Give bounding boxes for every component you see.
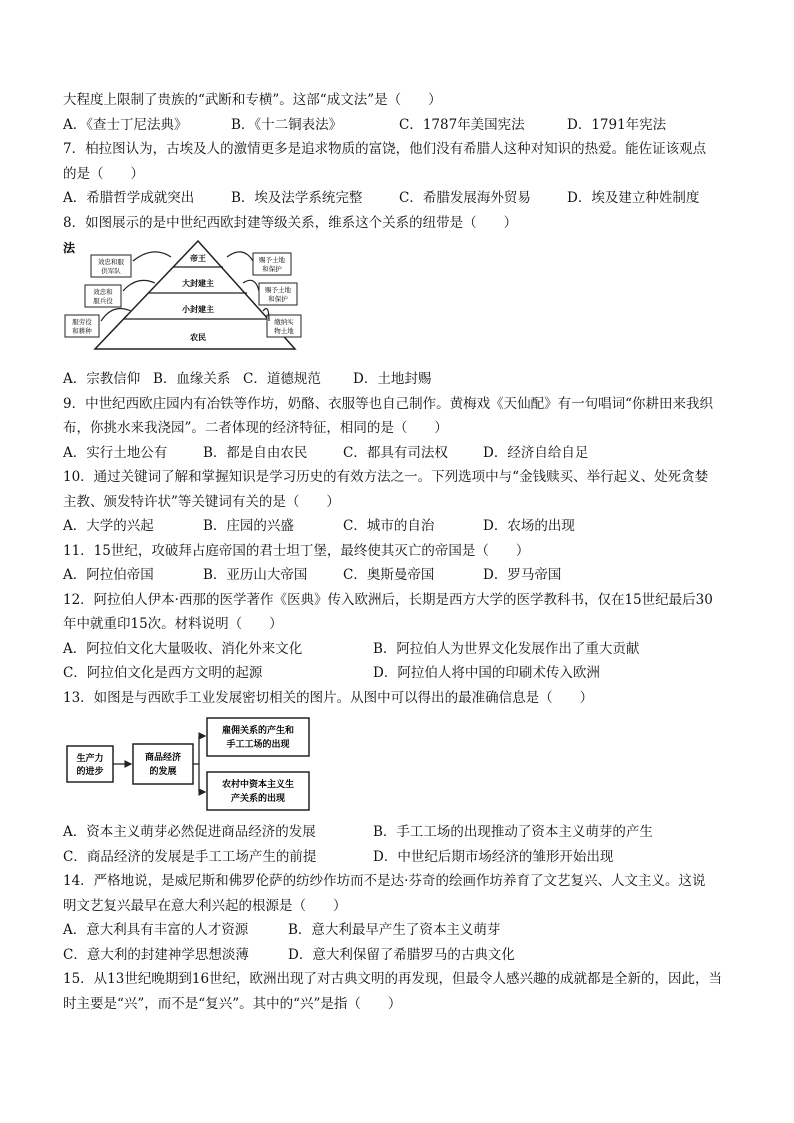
flow-box-commodity (133, 744, 193, 784)
q9-option-a[interactable]: A．实行土地公有 (63, 444, 168, 461)
level-peasant: 农民 (190, 333, 206, 342)
q12-option-a[interactable]: A．阿拉伯文化大量吸收、消化外来文化 (63, 640, 303, 657)
arrow-curve (227, 252, 253, 261)
q7-stem-line2: 的是（ ） (63, 165, 144, 182)
flow-box-capitalism (207, 772, 309, 810)
q11-option-d[interactable]: D．罗马帝国 (483, 567, 562, 583)
q13-option-c[interactable]: C．商品经济的发展是手工工场产生的前提 (63, 848, 317, 865)
left-note-1b: 供军队 (101, 267, 121, 275)
right-note-1b: 和保护 (262, 265, 282, 273)
left-note-1a: 效忠和服 (98, 258, 124, 266)
flow-box-capitalism-line2: 产关系的出现 (230, 794, 286, 804)
arrow-curve (243, 280, 259, 291)
q10-option-c[interactable]: C．城市的自治 (343, 518, 435, 534)
q6-stem: 大程度上限制了贵族的“武断和专横”。这部“成文法”是（ ） (63, 92, 442, 108)
q7-option-c[interactable]: C．希腊发展海外贸易 (399, 190, 531, 206)
level-lesser-lord: 小封建主 (182, 305, 214, 314)
q9-options (63, 441, 735, 466)
left-note-3a: 服劳役 (72, 318, 92, 326)
flow-box-employment-line2: 手工工场的出现 (226, 740, 290, 750)
q14-option-a[interactable]: A．意大利具有丰富的人才资源 (63, 922, 249, 938)
q8-option-a[interactable]: A．宗教信仰 (63, 371, 141, 387)
right-note-1a: 赐予土地 (259, 256, 285, 264)
q9-option-b[interactable]: B．都是自由农民 (203, 444, 308, 461)
q6-option-d[interactable]: D．1791年宪法 (567, 116, 667, 133)
q10-option-a[interactable]: A．大学的兴起 (63, 518, 154, 534)
q10-stem-line1: 10．通过关键词了解和掌握知识是学习历史的有效方法之一。下列选项中与“金钱赎买、举行起义、处死贪婪 (63, 469, 709, 485)
q6-option-c[interactable]: C．1787年美国宪法 (399, 116, 525, 133)
q12-options-row2 (63, 661, 735, 686)
q14-option-c[interactable]: C．意大利的封建神学思想淡薄 (63, 946, 249, 963)
q9-stem-line1: 9．中世纪西欧庄园内有冶铁等作坊，奶酪、衣服等也自己制作。黄梅戏《天仙配》有一句唱词“你耕田来我织 (63, 395, 713, 412)
q13-stem: 13．如图是与西欧手工业发展密切相关的图片。从图中可以得出的最准确信息是（ ） (63, 689, 594, 706)
left-note-2a: 效忠和 (93, 288, 113, 296)
q14-options-row1 (63, 918, 735, 943)
q14-option-d[interactable]: D．意大利保留了希腊罗马的古典文化 (288, 946, 515, 963)
q8-option-b[interactable]: B．血缘关系 (153, 371, 231, 387)
right-note-3b: 物土地 (274, 327, 294, 335)
q9-option-d[interactable]: D．经济自给自足 (483, 444, 589, 461)
q15-stem-line1: 15．从13世纪晚期到16世纪，欧洲出现了对古典文明的再发现，但最令人感兴趣的成就都是全新的，因此，当 (63, 971, 723, 987)
q9-stem-line2: 布，你挑水来我浇园”。二者体现的经济特征，相同的是（ ） (63, 420, 448, 436)
left-note-2b: 服兵役 (93, 297, 113, 305)
q10-option-d[interactable]: D．农场的出现 (483, 518, 575, 534)
q11-option-b[interactable]: B．亚历山大帝国 (203, 567, 308, 583)
flow-box-employment (207, 718, 309, 756)
q12-option-c[interactable]: C．阿拉伯文化是西方文明的起源 (63, 665, 263, 681)
flow-box-employment-line1: 雇佣关系的产生和 (221, 726, 295, 736)
right-note-3a: 缴纳实 (274, 318, 294, 326)
q12-stem-line1: 12．阿拉伯人伊本·西那的医学著作《医典》传入欧洲后，长期是西方大学的医学教科书，仅在15世纪最后30 (63, 591, 713, 608)
figure-corner-label: 法 (63, 241, 76, 255)
q11-option-a[interactable]: A．阿拉伯帝国 (63, 567, 154, 583)
q8-options (63, 367, 735, 392)
q13-option-d[interactable]: D．中世纪后期市场经济的雏形开始出现 (373, 848, 614, 865)
q13-option-a[interactable]: A．资本主义萌芽必然促进商品经济的发展 (63, 824, 316, 840)
flow-box-commodity-line2: 的发展 (149, 767, 177, 777)
q6-option-a[interactable]: A．《查士丁尼法典》 (63, 116, 188, 133)
exam-page (63, 88, 735, 1016)
q12-stem-line2: 年中就重印15次。材料说明（ ） (63, 616, 283, 632)
q8-pyramid-figure (63, 239, 735, 359)
left-note-3b: 和耕种 (72, 327, 92, 335)
q9-option-c[interactable]: C．都具有司法权 (343, 444, 448, 461)
q7-stem-line1: 7．柏拉图认为，古埃及人的激情更多是追求物质的富饶，他们没有希腊人这种对知识的热爱。能佐证该观点 (63, 141, 707, 157)
q14-stem-line2: 明文艺复兴最早在意大利兴起的根源是（ ） (63, 897, 347, 914)
q7-options (63, 186, 735, 211)
q12-option-d[interactable]: D．阿拉伯人将中国的印刷术传入欧洲 (373, 665, 600, 681)
right-note-2b: 和保护 (268, 295, 288, 303)
level-great-lord: 大封建主 (182, 279, 214, 288)
q14-option-b[interactable]: B．意大利最早产生了资本主义萌芽 (288, 922, 501, 938)
flow-box-productivity-line2: 的进步 (76, 767, 104, 777)
flow-box-commodity-line1: 商品经济 (144, 753, 182, 763)
q7-option-a[interactable]: A．希腊哲学成就突出 (63, 190, 195, 206)
q11-stem: 11．15世纪，攻破拜占庭帝国的君士坦丁堡，最终使其灭亡的帝国是（ ） (63, 542, 530, 559)
q6-options (63, 113, 735, 138)
feudal-hierarchy-diagram (63, 239, 303, 359)
q13-options-row2 (63, 845, 735, 870)
q7-option-b[interactable]: B．埃及法学系统完整 (231, 190, 363, 206)
q7-option-d[interactable]: D．埃及建立种姓制度 (567, 190, 700, 206)
q12-option-b[interactable]: B．阿拉伯人为世界文化发展作出了重大贡献 (373, 640, 640, 657)
q8-option-d[interactable]: D．土地封赐 (353, 371, 432, 387)
q8-stem: 8．如图展示的是中世纪西欧封建等级关系，维系这个关系的纽带是（ ） (63, 214, 518, 231)
q13-options-row1 (63, 820, 735, 845)
flow-box-capitalism-line1: 农村中资本主义生 (221, 780, 295, 790)
level-emperor: 帝王 (190, 254, 206, 263)
q14-stem-line1: 14．严格地说，是威尼斯和佛罗伦萨的纺纱作坊而不是达·芬奇的绘画作坊养育了文艺复兴、人文主义。这说 (63, 873, 706, 889)
q15-stem-line2: 时主要是“兴”，而不是“复兴”。其中的“兴”是指（ ） (63, 995, 402, 1012)
q11-options (63, 563, 735, 588)
q13-option-b[interactable]: B．手工工场的出现推动了资本主义萌芽的产生 (373, 824, 653, 840)
arrow-curve (133, 252, 171, 261)
q6-option-b[interactable]: B．《十二铜表法》 (231, 116, 343, 133)
q10-option-b[interactable]: B．庄园的兴盛 (203, 518, 294, 534)
handicraft-flow-diagram (63, 716, 313, 816)
q8-option-c[interactable]: C．道德规范 (243, 371, 321, 387)
q10-options (63, 514, 735, 539)
q14-options-row2 (63, 943, 735, 968)
q11-option-c[interactable]: C．奥斯曼帝国 (343, 567, 435, 583)
arrow-curve (123, 280, 155, 291)
right-note-2a: 赐予土地 (265, 286, 291, 294)
q10-stem-line2: 主教、颁发特许状”等关键词有关的是（ ） (63, 493, 340, 510)
q12-options-row1 (63, 637, 735, 662)
flow-box-productivity-line1: 生产力 (76, 754, 104, 764)
q13-flow-figure (63, 716, 735, 816)
